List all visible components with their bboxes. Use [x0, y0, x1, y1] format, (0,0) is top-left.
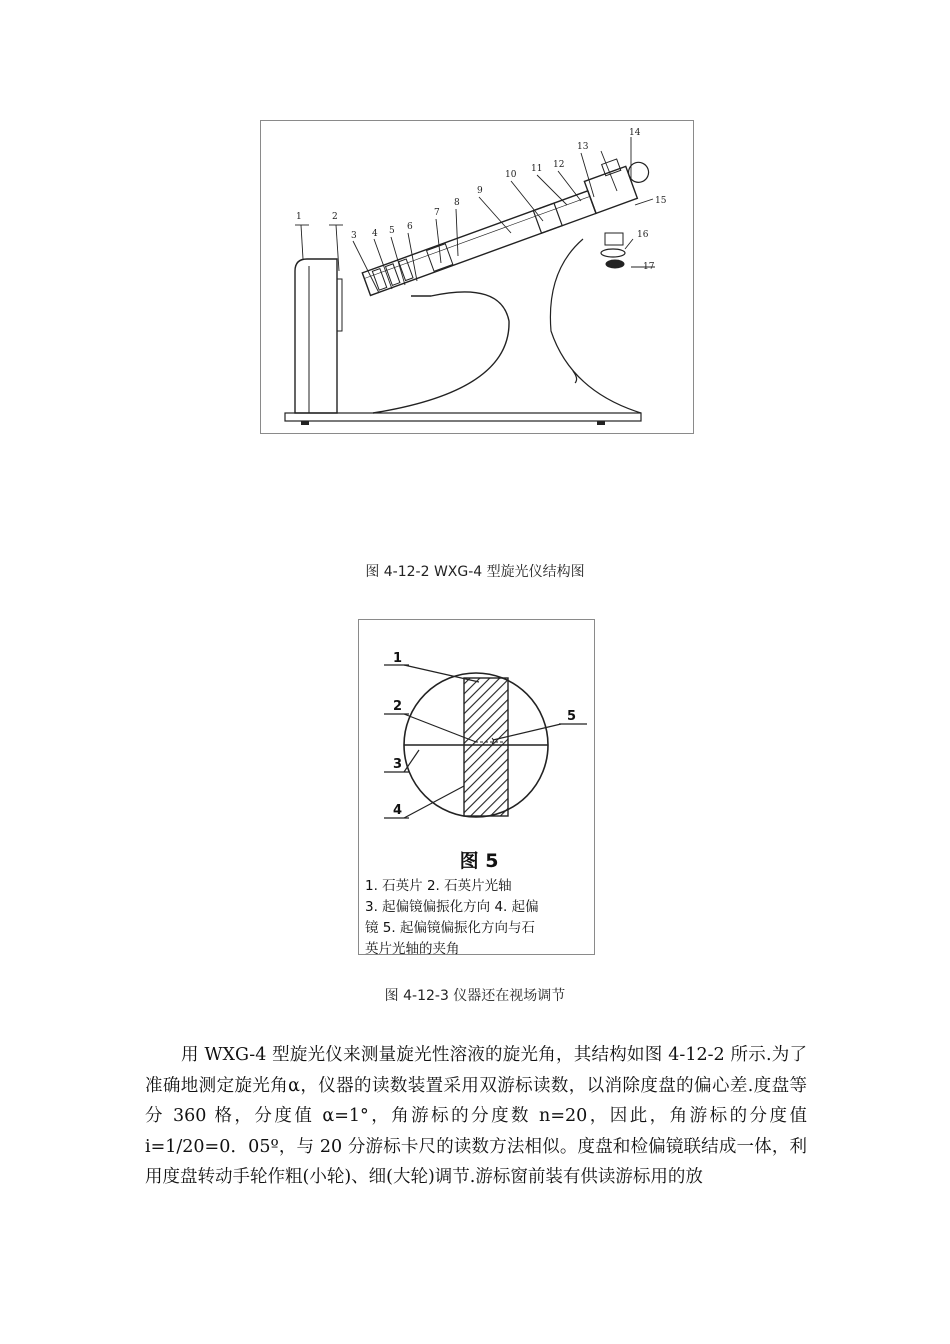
fig2-legend-line: 镜 5. 起偏镜偏振化方向与石 — [365, 920, 535, 936]
part-label-14: 14 — [629, 128, 641, 138]
part-label-9: 9 — [477, 186, 483, 196]
part-label-15: 15 — [655, 196, 667, 206]
fig2-legend-line: 1. 石英片 2. 石英片光轴 — [365, 878, 512, 894]
part-label-13: 13 — [577, 142, 589, 152]
fig2-legend-line: 3. 起偏镜偏振化方向 4. 起偏 — [365, 899, 539, 915]
part-label-7: 7 — [434, 208, 440, 218]
part-label-5: 5 — [389, 226, 395, 236]
figure-caption-2: 图 4-12-3 仪器还在视场调节 — [384, 988, 566, 1004]
part-label-16: 16 — [637, 230, 649, 240]
part-label-12: 12 — [553, 160, 565, 170]
polarimeter-drawing — [261, 121, 693, 433]
part-label-17: 17 — [643, 262, 655, 272]
part-label-11: 11 — [531, 164, 543, 174]
part-label-3: 3 — [351, 231, 357, 241]
fig2-label-2: 2 — [393, 699, 403, 714]
figure-caption-1: 图 4-12-2 WXG-4 型旋光仪结构图 — [365, 564, 585, 580]
quartz-plate-figure — [358, 619, 595, 955]
part-label-8: 8 — [454, 198, 460, 208]
fig2-legend — [365, 876, 593, 960]
part-label-1: 1 — [296, 212, 302, 222]
part-label-10: 10 — [505, 170, 517, 180]
fig2-title: 图 5 — [459, 850, 499, 872]
body-paragraph: 用 WXG-4 型旋光仪来测量旋光性溶液的旋光角，其结构如图 4-12-2 所示.为了准确地测定旋光角α，仪器的读数装置采用双游标读数，以消除度盘的偏心差.度盘等分 360 格，分度值 α=1°，角游标的分度数 n=20，因此，角游标的分度值 i=1/20=0．05º，与 20 分游标卡尺的读数方法相似。度盘和检偏镜联结成一体，利用度盘转动手轮作粗(小轮)、细(大轮)调节.游标窗前装有供读游标用的放 — [145, 1045, 807, 1187]
part-label-2: 2 — [332, 212, 338, 222]
fig2-label-3: 3 — [393, 757, 403, 772]
fig2-label-4: 4 — [393, 803, 403, 818]
body-text — [145, 1040, 807, 1193]
fig2-legend-line: 英片光轴的夹角 — [365, 941, 460, 957]
part-label-4: 4 — [372, 229, 378, 239]
quartz-plate-drawing — [359, 620, 594, 846]
fig2-text-block — [365, 846, 593, 960]
part-label-6: 6 — [407, 222, 413, 232]
fig2-label-5: 5 — [567, 709, 577, 724]
fig2-label-1: 1 — [393, 651, 403, 666]
polarimeter-structure-figure — [260, 120, 694, 434]
